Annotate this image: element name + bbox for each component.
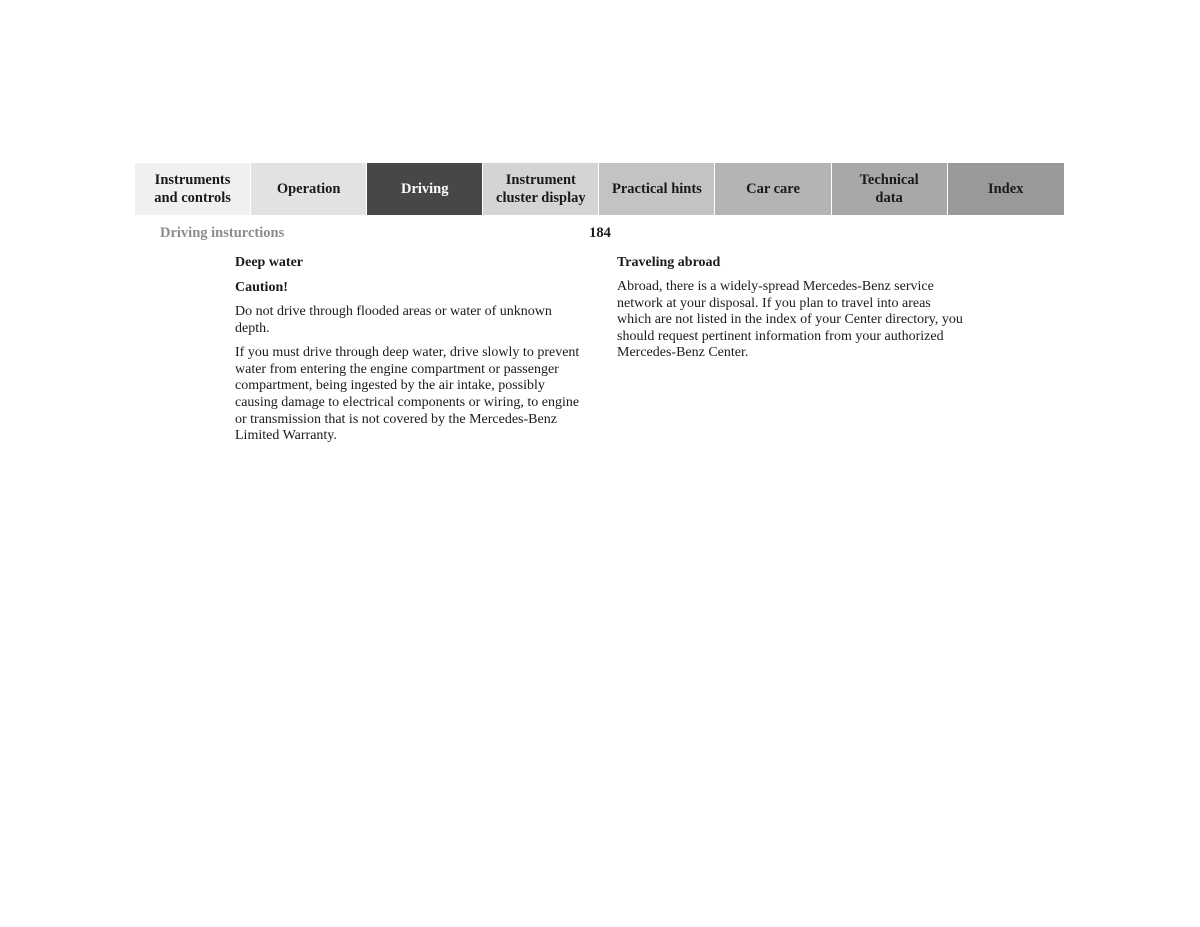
tab-index[interactable]: Index	[948, 163, 1064, 215]
tab-technical-data[interactable]: Technical data	[832, 163, 948, 215]
tab-driving[interactable]: Driving	[367, 163, 483, 215]
traveling-abroad-paragraph: Abroad, there is a widely-spread Mercedes-Benz service network at your disposal. If you plan to travel into areas which are not listed in the index of your Center directory, you should request pertinent information from your authorized Mercedes-Benz Center.	[617, 279, 963, 361]
tab-instrument-cluster-display[interactable]: Instrument cluster display	[483, 163, 599, 215]
deep-water-paragraph: If you must drive through deep water, drive slowly to prevent water from entering the engine compartment or passenger compartment, being ingested by the air intake, possibly causing damage to electrical components or wiring, to engine or transmission that is not covered by the Mercedes-Benz Limited Warranty.	[235, 345, 580, 444]
tab-practical-hints[interactable]: Practical hints	[599, 163, 715, 215]
caution-paragraph: Do not drive through flooded areas or water of unknown depth.	[235, 304, 552, 336]
page-number: 184	[589, 225, 611, 241]
tab-operation[interactable]: Operation	[251, 163, 367, 215]
tab-car-care[interactable]: Car care	[715, 163, 831, 215]
deep-water-section	[235, 254, 585, 453]
section-title: Driving insturctions	[160, 225, 285, 241]
caution-heading: Caution!	[235, 280, 288, 295]
deep-water-heading: Deep water	[235, 255, 304, 270]
traveling-abroad-section	[617, 254, 967, 370]
tab-instruments-and-controls[interactable]: Instruments and controls	[135, 163, 251, 215]
section-tabs	[135, 163, 1064, 215]
traveling-abroad-heading: Traveling abroad	[617, 255, 721, 270]
